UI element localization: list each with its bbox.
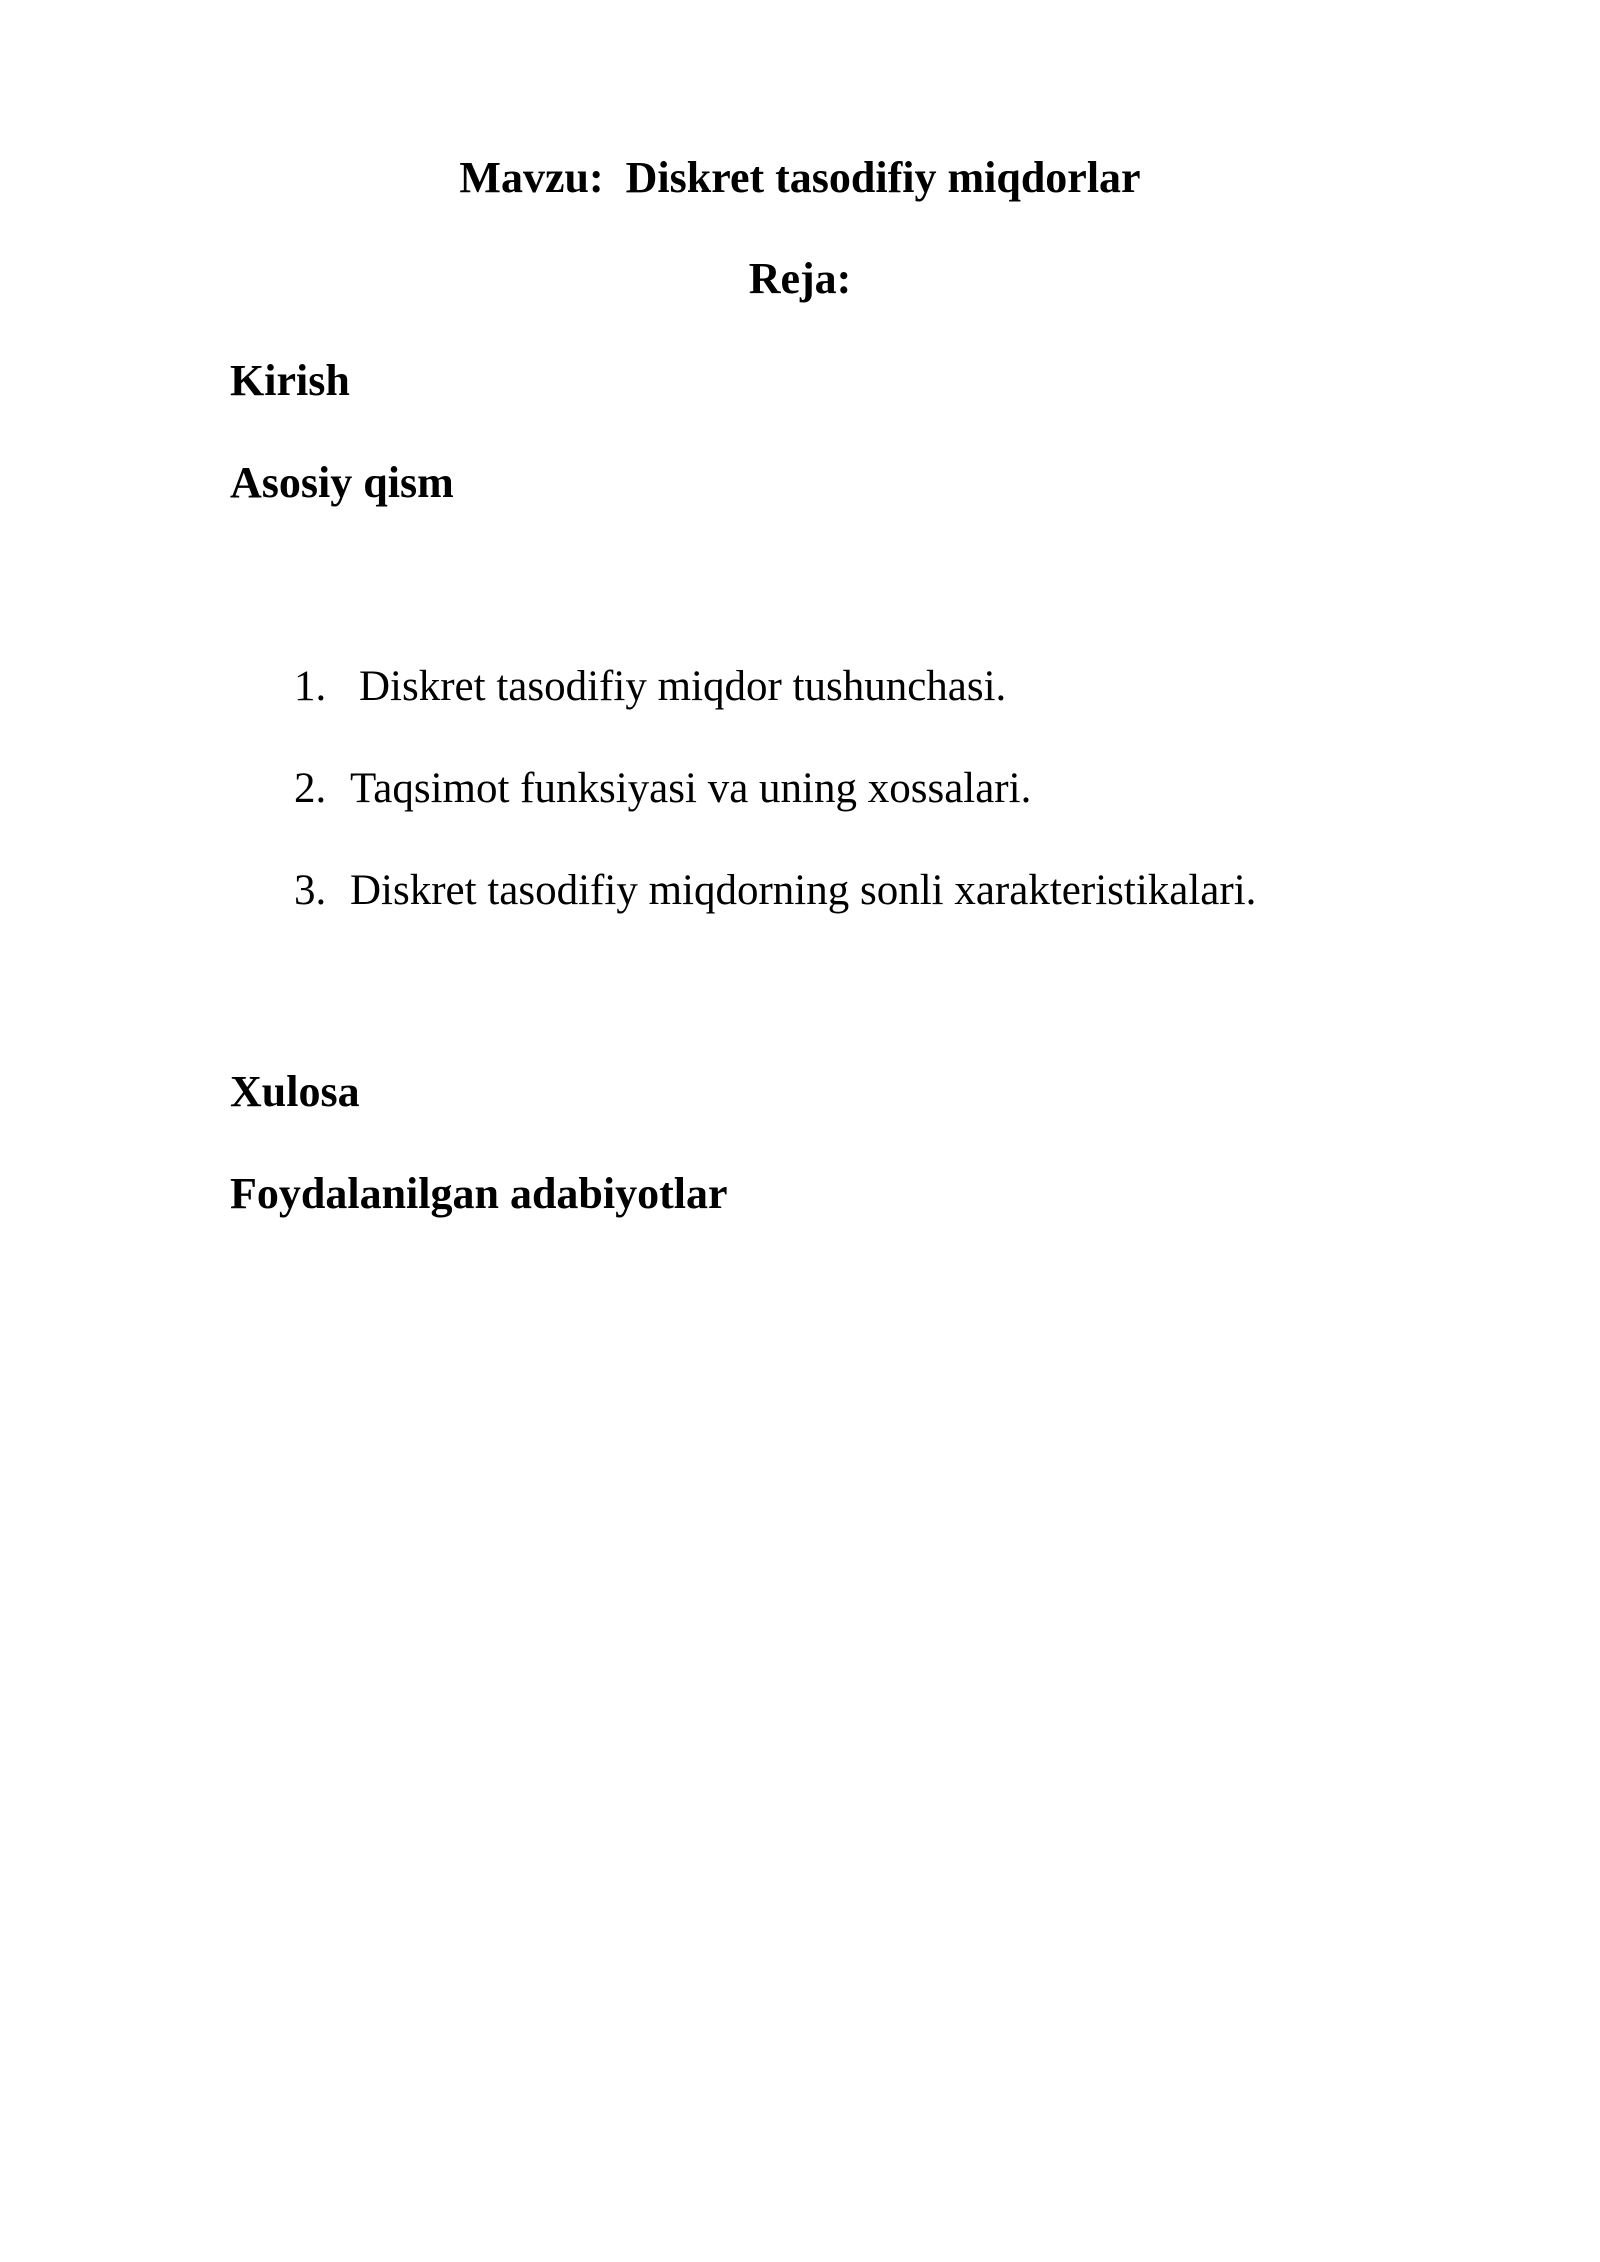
list-item-text: Taqsimot funksiyasi va uning xossalari. [350,765,1032,812]
document-title [0,153,1600,202]
list-item [294,665,1006,708]
list-item-number: 2. [294,765,327,812]
title-text: Diskret tasodifiy miqdorlar [625,153,1141,202]
conclusion-heading: Xulosa [230,1067,360,1116]
list-item-number: 1. [294,663,327,710]
intro-heading: Kirish [230,356,350,405]
title-label: Mavzu: [459,153,604,202]
list-item-number: 3. [294,867,327,914]
references-heading: Foydalanilgan adabiyotlar [230,1169,728,1218]
main-part-heading: Asosiy qism [230,458,454,507]
list-item [294,767,1031,810]
list-item-text: Diskret tasodifiy miqdorning sonli xarakteristikalari. [350,867,1257,914]
list-item [294,869,1256,912]
plan-heading: Reja: [748,254,852,303]
list-item-text: Diskret tasodifiy miqdor tushunchasi. [359,663,1007,710]
